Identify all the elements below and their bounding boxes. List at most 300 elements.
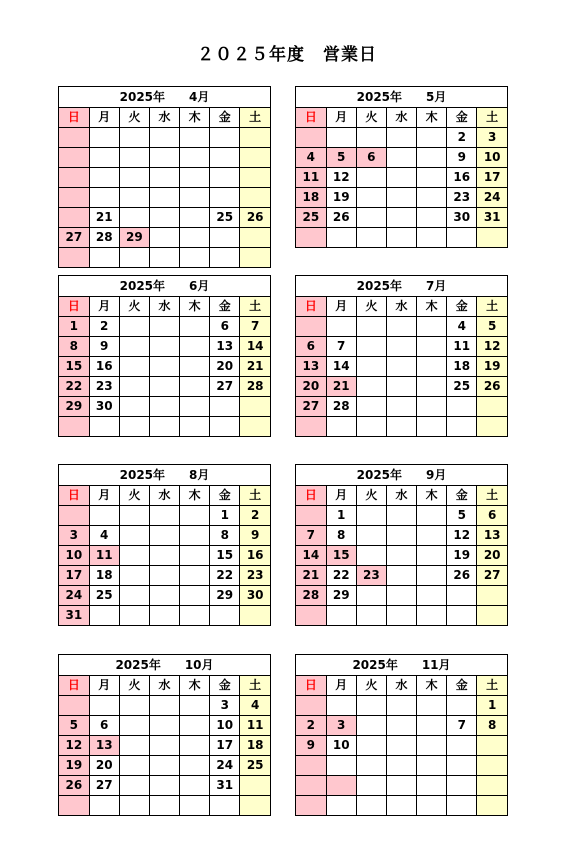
day-cell: 12 xyxy=(447,526,477,546)
day-cell xyxy=(119,337,149,357)
weekday-label: 木 xyxy=(417,486,447,506)
day-cell xyxy=(356,228,386,248)
day-cell xyxy=(89,417,119,437)
day-cell xyxy=(149,397,179,417)
day-cell xyxy=(180,208,210,228)
day-cell xyxy=(119,248,149,268)
day-cell: 2 xyxy=(240,506,270,526)
day-cell xyxy=(447,586,477,606)
day-cell xyxy=(386,357,416,377)
day-cell: 21 xyxy=(326,377,356,397)
day-cell xyxy=(119,566,149,586)
day-cell xyxy=(149,566,179,586)
day-cell xyxy=(89,128,119,148)
day-cell xyxy=(180,546,210,566)
day-cell: 31 xyxy=(59,606,89,626)
day-cell xyxy=(417,148,447,168)
day-cell xyxy=(59,417,89,437)
day-cell xyxy=(180,337,210,357)
day-cell: 9 xyxy=(240,526,270,546)
day-cell xyxy=(386,526,416,546)
day-cell xyxy=(210,188,240,208)
day-cell xyxy=(119,148,149,168)
weekday-label: 火 xyxy=(356,297,386,317)
day-cell xyxy=(119,168,149,188)
day-cell xyxy=(210,168,240,188)
day-cell xyxy=(89,168,119,188)
day-cell xyxy=(149,228,179,248)
day-cell xyxy=(417,526,447,546)
day-cell: 8 xyxy=(326,526,356,546)
day-cell xyxy=(149,357,179,377)
day-cell: 26 xyxy=(240,208,270,228)
day-cell: 29 xyxy=(210,586,240,606)
day-cell xyxy=(417,128,447,148)
day-cell xyxy=(417,606,447,626)
day-cell xyxy=(386,586,416,606)
day-cell xyxy=(356,208,386,228)
day-cell xyxy=(119,696,149,716)
day-cell xyxy=(180,188,210,208)
day-cell: 15 xyxy=(59,357,89,377)
day-cell xyxy=(477,397,507,417)
month-header: 2025年 8月 xyxy=(59,465,270,486)
day-cell xyxy=(356,606,386,626)
day-cell xyxy=(119,526,149,546)
day-cell xyxy=(386,696,416,716)
day-cell xyxy=(386,208,416,228)
weekday-label: 月 xyxy=(89,297,119,317)
weekday-label: 土 xyxy=(477,108,507,128)
day-cell xyxy=(149,716,179,736)
weekday-label: 月 xyxy=(89,486,119,506)
day-cell xyxy=(149,776,179,796)
day-cell: 20 xyxy=(477,546,507,566)
month-calendar xyxy=(295,654,508,816)
weekday-label: 水 xyxy=(149,297,179,317)
day-cell xyxy=(180,168,210,188)
day-cell xyxy=(477,776,507,796)
day-cell: 17 xyxy=(210,736,240,756)
day-cell xyxy=(477,606,507,626)
day-cell xyxy=(386,756,416,776)
day-cell xyxy=(296,796,326,816)
day-cell: 4 xyxy=(296,148,326,168)
weekday-label: 水 xyxy=(149,486,179,506)
day-cell: 30 xyxy=(89,397,119,417)
day-cell: 3 xyxy=(477,128,507,148)
day-cell xyxy=(296,128,326,148)
day-cell: 19 xyxy=(326,188,356,208)
day-cell: 1 xyxy=(477,696,507,716)
day-cell xyxy=(149,506,179,526)
day-cell xyxy=(386,417,416,437)
day-cell: 12 xyxy=(477,337,507,357)
day-cell xyxy=(119,317,149,337)
weekday-label: 木 xyxy=(180,676,210,696)
weekday-label: 火 xyxy=(119,297,149,317)
day-cell xyxy=(240,228,270,248)
day-cell: 11 xyxy=(89,546,119,566)
day-cell xyxy=(417,337,447,357)
day-cell: 30 xyxy=(240,586,270,606)
day-cell: 8 xyxy=(477,716,507,736)
day-cell: 6 xyxy=(356,148,386,168)
day-cell: 30 xyxy=(447,208,477,228)
day-cell xyxy=(417,188,447,208)
day-cell xyxy=(356,546,386,566)
day-cell xyxy=(326,228,356,248)
day-cell xyxy=(326,128,356,148)
day-cell: 9 xyxy=(296,736,326,756)
day-cell xyxy=(326,796,356,816)
day-cell xyxy=(240,397,270,417)
day-cell xyxy=(386,716,416,736)
day-cell: 2 xyxy=(296,716,326,736)
weekday-label: 月 xyxy=(326,676,356,696)
weekday-label: 木 xyxy=(417,108,447,128)
weekday-label: 木 xyxy=(180,297,210,317)
day-cell xyxy=(417,208,447,228)
day-cell xyxy=(180,756,210,776)
day-cell: 4 xyxy=(240,696,270,716)
day-cell xyxy=(417,776,447,796)
day-cell xyxy=(149,208,179,228)
month-calendar xyxy=(295,86,508,248)
day-cell: 26 xyxy=(59,776,89,796)
day-cell xyxy=(386,128,416,148)
day-cell xyxy=(180,606,210,626)
day-cell xyxy=(477,736,507,756)
day-cell xyxy=(180,716,210,736)
day-cell xyxy=(386,168,416,188)
day-cell xyxy=(296,417,326,437)
day-cell xyxy=(180,397,210,417)
day-cell xyxy=(149,606,179,626)
month-header: 2025年 10月 xyxy=(59,655,270,676)
weekday-label: 土 xyxy=(477,486,507,506)
day-cell xyxy=(89,506,119,526)
day-cell: 13 xyxy=(296,357,326,377)
day-cell xyxy=(356,377,386,397)
day-cell: 17 xyxy=(59,566,89,586)
day-cell xyxy=(477,586,507,606)
day-cell: 14 xyxy=(240,337,270,357)
weekday-label: 水 xyxy=(149,108,179,128)
weekday-label: 金 xyxy=(447,297,477,317)
weekday-label: 火 xyxy=(119,486,149,506)
day-cell: 26 xyxy=(326,208,356,228)
day-cell xyxy=(180,377,210,397)
month-header: 2025年 9月 xyxy=(296,465,507,486)
weekday-label: 日 xyxy=(296,108,326,128)
day-cell: 3 xyxy=(326,716,356,736)
day-cell xyxy=(119,377,149,397)
day-cell xyxy=(149,148,179,168)
weekday-label: 水 xyxy=(386,676,416,696)
day-cell xyxy=(119,357,149,377)
day-cell xyxy=(356,317,386,337)
weekday-label: 火 xyxy=(356,676,386,696)
day-cell xyxy=(89,148,119,168)
weekday-label: 水 xyxy=(386,108,416,128)
day-cell: 22 xyxy=(210,566,240,586)
weekday-label: 土 xyxy=(240,486,270,506)
weekday-label: 土 xyxy=(477,676,507,696)
day-cell xyxy=(59,506,89,526)
day-cell xyxy=(386,228,416,248)
day-cell: 17 xyxy=(477,168,507,188)
day-cell: 16 xyxy=(240,546,270,566)
day-cell xyxy=(89,606,119,626)
day-cell: 21 xyxy=(296,566,326,586)
day-cell xyxy=(180,696,210,716)
day-cell: 22 xyxy=(326,566,356,586)
day-cell xyxy=(180,357,210,377)
day-cell xyxy=(417,397,447,417)
day-cell xyxy=(149,377,179,397)
day-cell: 1 xyxy=(210,506,240,526)
weekday-label: 水 xyxy=(386,486,416,506)
day-cell xyxy=(326,606,356,626)
day-cell: 10 xyxy=(59,546,89,566)
weekday-label: 火 xyxy=(119,676,149,696)
page-title: ２０２５年度 営業日 xyxy=(197,45,377,65)
day-cell xyxy=(149,248,179,268)
day-cell xyxy=(386,377,416,397)
day-cell: 21 xyxy=(89,208,119,228)
day-cell: 18 xyxy=(89,566,119,586)
day-cell xyxy=(59,148,89,168)
day-cell xyxy=(296,317,326,337)
day-cell: 2 xyxy=(447,128,477,148)
day-cell: 6 xyxy=(89,716,119,736)
day-cell xyxy=(356,168,386,188)
day-cell xyxy=(59,696,89,716)
day-cell xyxy=(119,716,149,736)
day-cell xyxy=(386,796,416,816)
weekday-label: 火 xyxy=(356,486,386,506)
day-cell xyxy=(296,506,326,526)
day-cell xyxy=(149,128,179,148)
day-cell xyxy=(386,736,416,756)
day-cell xyxy=(447,736,477,756)
day-cell xyxy=(210,397,240,417)
day-cell xyxy=(417,756,447,776)
day-cell xyxy=(119,756,149,776)
weekday-label: 木 xyxy=(417,676,447,696)
weekday-label: 日 xyxy=(296,486,326,506)
day-cell: 25 xyxy=(89,586,119,606)
day-cell xyxy=(417,586,447,606)
weekday-label: 金 xyxy=(447,676,477,696)
day-cell xyxy=(296,776,326,796)
day-cell: 15 xyxy=(210,546,240,566)
day-cell: 28 xyxy=(326,397,356,417)
day-cell: 24 xyxy=(59,586,89,606)
day-cell xyxy=(240,188,270,208)
day-cell xyxy=(240,248,270,268)
day-cell xyxy=(240,417,270,437)
day-cell: 9 xyxy=(447,148,477,168)
day-cell xyxy=(447,756,477,776)
day-cell xyxy=(119,208,149,228)
day-cell xyxy=(386,606,416,626)
day-cell: 28 xyxy=(296,586,326,606)
day-cell xyxy=(119,586,149,606)
day-cell: 18 xyxy=(240,736,270,756)
day-cell xyxy=(149,796,179,816)
day-cell xyxy=(386,566,416,586)
day-cell: 6 xyxy=(296,337,326,357)
weekday-label: 水 xyxy=(149,676,179,696)
month-calendar xyxy=(58,275,271,437)
day-cell xyxy=(149,168,179,188)
day-cell xyxy=(417,736,447,756)
day-cell xyxy=(326,696,356,716)
month-calendar xyxy=(58,654,271,816)
day-cell xyxy=(240,168,270,188)
day-cell xyxy=(356,397,386,417)
day-cell xyxy=(59,208,89,228)
day-cell: 23 xyxy=(447,188,477,208)
day-cell xyxy=(149,417,179,437)
weekday-label: 水 xyxy=(386,297,416,317)
day-cell xyxy=(447,228,477,248)
day-cell xyxy=(149,696,179,716)
day-cell xyxy=(210,248,240,268)
weekday-label: 月 xyxy=(89,108,119,128)
day-cell xyxy=(119,546,149,566)
day-cell xyxy=(180,317,210,337)
weekday-label: 日 xyxy=(296,297,326,317)
month-header: 2025年 7月 xyxy=(296,276,507,297)
day-cell: 21 xyxy=(240,357,270,377)
day-cell xyxy=(149,188,179,208)
day-cell xyxy=(59,168,89,188)
day-cell xyxy=(89,248,119,268)
day-cell xyxy=(149,546,179,566)
day-cell: 13 xyxy=(477,526,507,546)
day-cell xyxy=(180,796,210,816)
day-cell: 24 xyxy=(477,188,507,208)
day-cell: 19 xyxy=(447,546,477,566)
weekday-label: 金 xyxy=(447,108,477,128)
day-cell: 27 xyxy=(210,377,240,397)
day-cell: 7 xyxy=(296,526,326,546)
day-cell xyxy=(356,337,386,357)
day-cell xyxy=(356,128,386,148)
day-cell: 2 xyxy=(89,317,119,337)
day-cell xyxy=(119,606,149,626)
day-cell: 24 xyxy=(210,756,240,776)
day-cell: 10 xyxy=(326,736,356,756)
day-cell: 11 xyxy=(296,168,326,188)
day-cell xyxy=(149,756,179,776)
day-cell xyxy=(119,776,149,796)
day-cell xyxy=(417,696,447,716)
day-cell: 27 xyxy=(477,566,507,586)
month-calendar xyxy=(58,464,271,626)
weekday-label: 日 xyxy=(59,297,89,317)
day-cell: 12 xyxy=(326,168,356,188)
weekday-label: 日 xyxy=(296,676,326,696)
weekday-label: 月 xyxy=(326,486,356,506)
day-cell: 10 xyxy=(477,148,507,168)
day-cell: 3 xyxy=(59,526,89,546)
day-cell xyxy=(417,317,447,337)
day-cell xyxy=(356,417,386,437)
day-cell xyxy=(386,317,416,337)
day-cell: 19 xyxy=(477,357,507,377)
day-cell: 5 xyxy=(326,148,356,168)
day-cell: 15 xyxy=(326,546,356,566)
day-cell xyxy=(119,796,149,816)
day-cell xyxy=(119,736,149,756)
day-cell xyxy=(417,228,447,248)
weekday-label: 火 xyxy=(356,108,386,128)
weekday-label: 金 xyxy=(447,486,477,506)
day-cell xyxy=(386,397,416,417)
day-cell: 6 xyxy=(210,317,240,337)
day-cell xyxy=(149,526,179,546)
weekday-label: 月 xyxy=(326,108,356,128)
day-cell xyxy=(149,337,179,357)
day-cell: 7 xyxy=(240,317,270,337)
day-cell xyxy=(180,148,210,168)
weekday-label: 月 xyxy=(89,676,119,696)
day-cell xyxy=(180,566,210,586)
day-cell: 27 xyxy=(59,228,89,248)
weekday-label: 木 xyxy=(417,297,447,317)
day-cell xyxy=(149,736,179,756)
day-cell xyxy=(326,756,356,776)
day-cell: 31 xyxy=(477,208,507,228)
day-cell: 23 xyxy=(356,566,386,586)
day-cell xyxy=(417,566,447,586)
day-cell xyxy=(386,188,416,208)
day-cell xyxy=(180,248,210,268)
day-cell: 9 xyxy=(89,337,119,357)
month-calendar xyxy=(295,275,508,437)
weekday-label: 土 xyxy=(240,108,270,128)
day-cell xyxy=(447,796,477,816)
day-cell: 19 xyxy=(59,756,89,776)
day-cell xyxy=(296,228,326,248)
day-cell xyxy=(386,546,416,566)
day-cell xyxy=(356,188,386,208)
day-cell: 5 xyxy=(477,317,507,337)
day-cell: 16 xyxy=(447,168,477,188)
day-cell xyxy=(240,148,270,168)
day-cell: 11 xyxy=(240,716,270,736)
day-cell xyxy=(210,228,240,248)
day-cell: 8 xyxy=(210,526,240,546)
day-cell: 7 xyxy=(326,337,356,357)
month-header: 2025年 11月 xyxy=(296,655,507,676)
day-cell: 11 xyxy=(447,337,477,357)
day-cell: 25 xyxy=(240,756,270,776)
day-cell xyxy=(210,606,240,626)
day-cell: 6 xyxy=(477,506,507,526)
day-cell xyxy=(296,606,326,626)
day-cell xyxy=(356,696,386,716)
day-cell xyxy=(119,397,149,417)
day-cell xyxy=(356,736,386,756)
weekday-label: 木 xyxy=(180,486,210,506)
day-cell xyxy=(89,188,119,208)
day-cell xyxy=(210,417,240,437)
